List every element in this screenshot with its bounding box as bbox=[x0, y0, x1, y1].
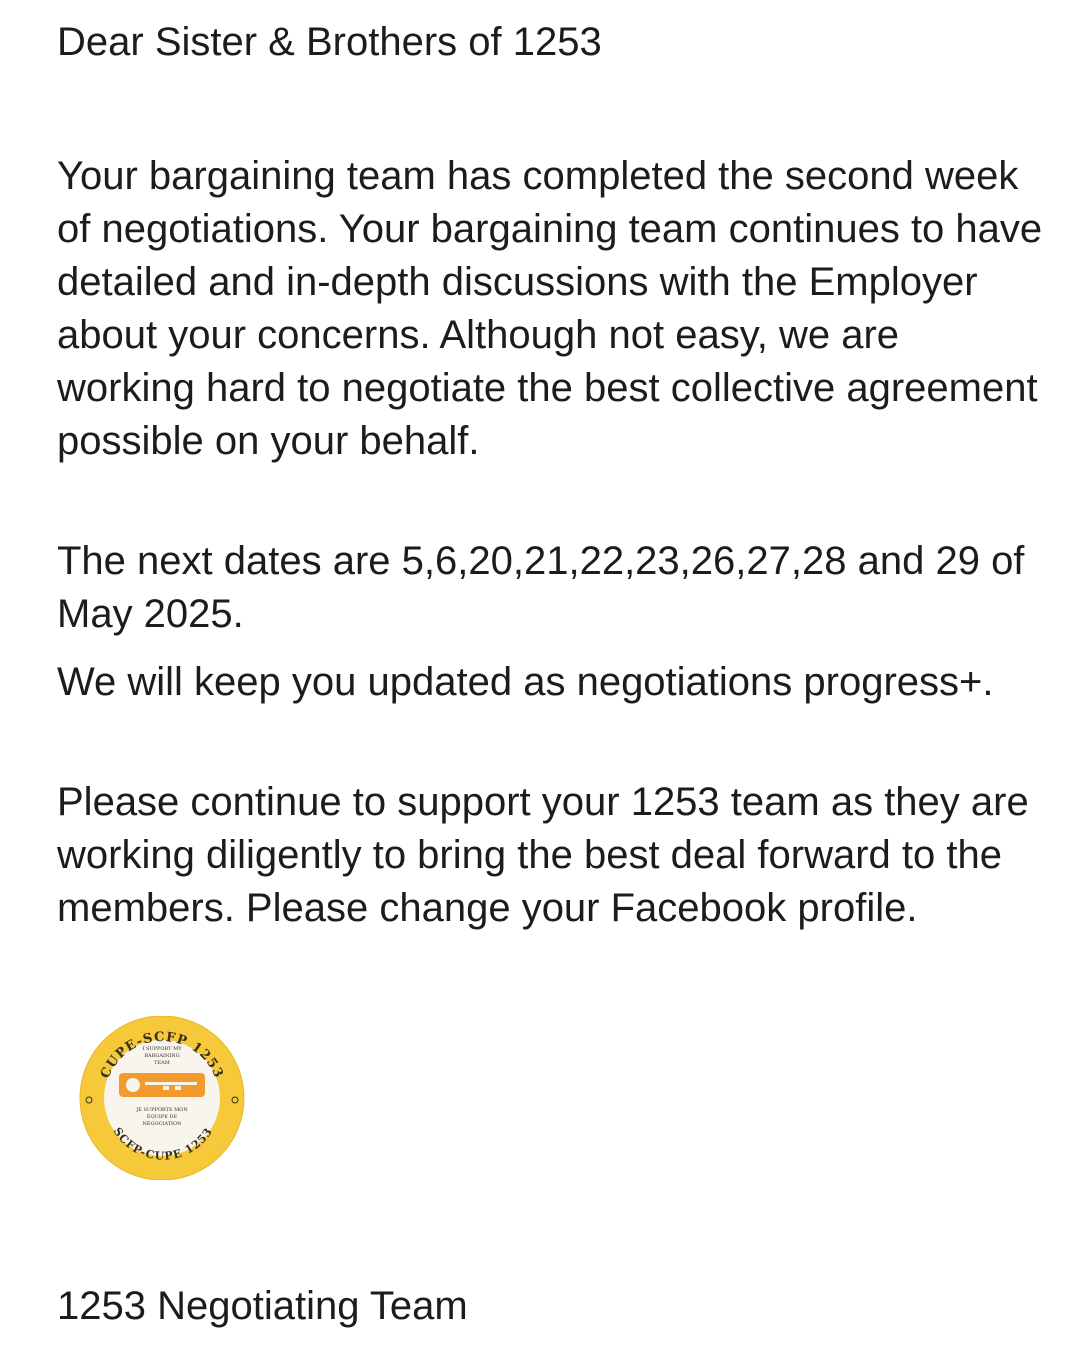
letter-signature: 1253 Negotiating Team bbox=[57, 1284, 468, 1328]
key-icon bbox=[119, 1073, 205, 1097]
badge-french-line1: JE SUPPORTE MON bbox=[136, 1107, 188, 1113]
paragraph-updates: We will keep you updated as negotiations progress+. bbox=[57, 660, 994, 704]
letter-greeting: Dear Sister & Brothers of 1253 bbox=[57, 20, 602, 64]
badge-english-line2: BARGAINING bbox=[144, 1053, 180, 1059]
paragraph-next-dates: The next dates are 5,6,20,21,22,23,26,27,28 and 29 of May 2025. bbox=[57, 539, 1025, 636]
badge-english-line1: I SUPPORT MY bbox=[142, 1046, 182, 1052]
paragraph-progress: Your bargaining team has completed the second week of negotiations. Your bargaining team continues to have detailed and in-depth discussions with the Employer about your concerns. Although not easy, we are working hard to negotiate the best collective agreement possible on your behalf. bbox=[57, 154, 1043, 463]
badge-top-ring-text: CUPE-SCFP 1253 bbox=[97, 1029, 227, 1081]
paragraph-support: Please continue to support your 1253 team as they are working diligently to bring the best deal forward to the members. Please change your Facebook profile. bbox=[57, 780, 1029, 930]
badge-bottom-ring-text: SCFP-CUPE 1253 bbox=[110, 1125, 216, 1163]
support-badge bbox=[77, 1016, 247, 1180]
badge-english-line3: TEAM bbox=[154, 1060, 170, 1066]
badge-french-line2: ÉQUIPE DE bbox=[146, 1114, 178, 1120]
badge-french-line3: NÉGOCIATION bbox=[142, 1121, 182, 1127]
